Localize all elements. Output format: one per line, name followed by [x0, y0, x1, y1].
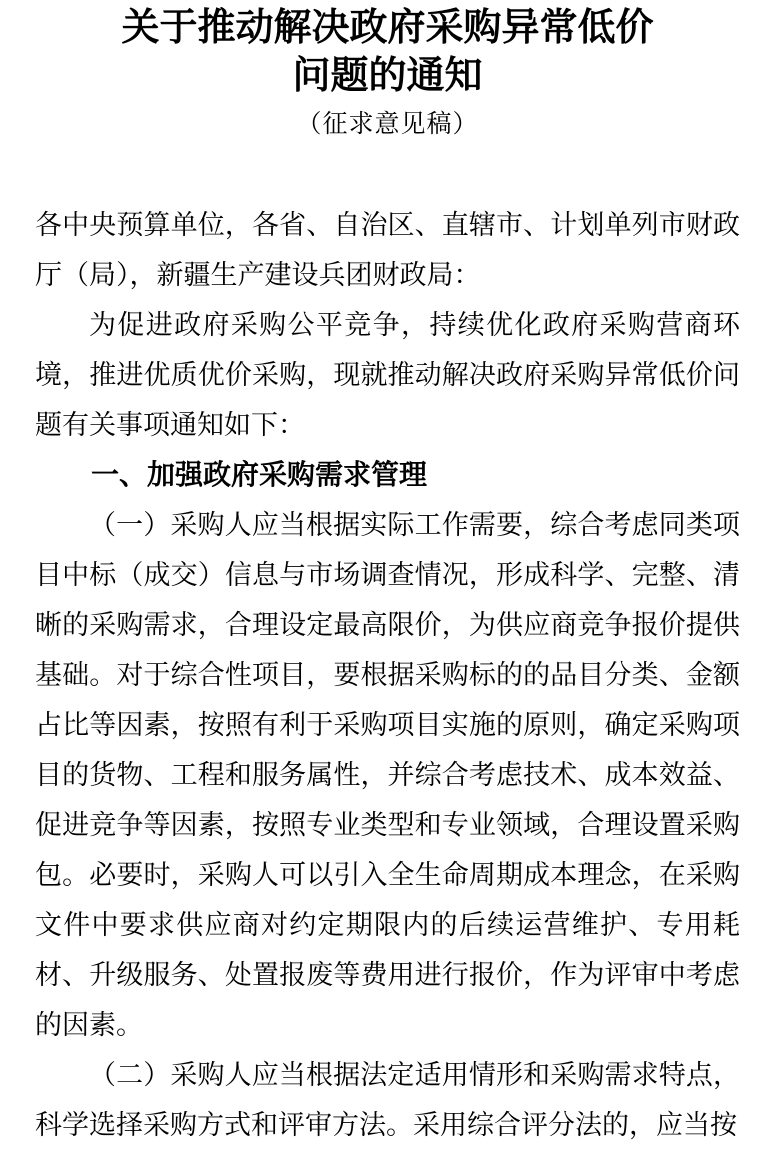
section-heading-1: 一、加强政府采购需求管理 [91, 459, 428, 490]
paragraph-item-2: （二）采购人应当根据法定适用情形和采购需求特点，科学选择采购方式和评审方法。采用综合评分法的，应当按 [35, 1060, 740, 1140]
paragraph-item-1: （一）采购人应当根据实际工作需要，综合考虑同类项目中标（成交）信息与市场调查情况，形成科学、完整、清晰的采购需求，合理设定最高限价，为供应商竞争报价提供基础。对于综合性项目，要根据采购标的的品目分类、金额占比等因素，按照有利于采购项目实施的原则，确定采购项目的货物、工程和服务属性，并综合考虑技术、成本效益、促进竞争等因素，按照专业类型和专业领域，合理设置采购包。必要时，采购人可以引入全生命周期成本理念，在采购文件中要求供应商对约定期限内的后续运营维护、专用耗材、升级服务、处置报废等费用进行报价，作为评审中考虑的因素。 [35, 510, 740, 1040]
document-body [35, 200, 740, 1150]
document-title-line-1: 关于推动解决政府采购异常低价 [121, 7, 654, 49]
document-title-line-2: 问题的通知 [292, 55, 483, 97]
paragraph-addressees: 各中央预算单位，各省、自治区、直辖市、计划单列市财政厅（局），新疆生产建设兵团财政局： [35, 210, 740, 290]
document-subtitle: （征求意见稿） [296, 111, 479, 138]
paragraph-intro: 为促进政府采购公平竞争，持续优化政府采购营商环境，推进优质优价采购，现就推动解决政府采购异常低价问题有关事项通知如下： [35, 310, 740, 440]
document-title [35, 4, 740, 100]
document-header [35, 4, 740, 140]
